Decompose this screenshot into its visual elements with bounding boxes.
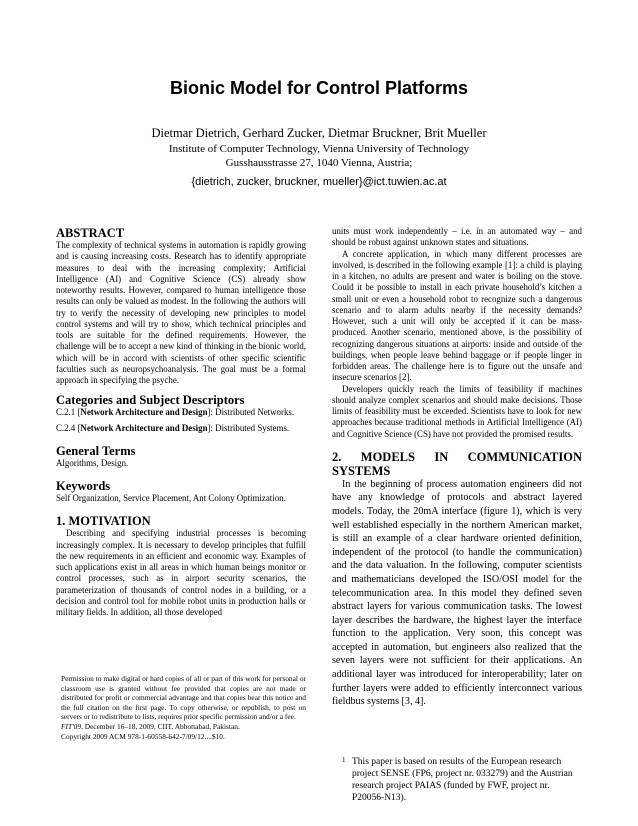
footnote-text: This paper is based on results of the European research project SENSE (FP6, project nr. 033279) and the Austrian research project PAIAS (funded by FWF, project nr. P20056-N13). <box>352 757 573 803</box>
left-column <box>56 226 306 618</box>
affiliation-address: Gusshausstrasse 27, 1040 Vienna, Austria; <box>225 156 413 169</box>
affiliation-institute: Institute of Computer Technology, Vienna University of Technology <box>168 143 470 155</box>
category-entry <box>56 423 306 434</box>
category-detail: ]: Distributed Networks. <box>207 407 295 418</box>
general-terms-text: Algorithms, Design. <box>56 457 129 468</box>
motivation-heading: 1. MOTIVATION <box>56 514 151 529</box>
paragraph: Developers quickly reach the limits of feasibility if machines should analyze complex scenarios and should make decisions. Those limits of feasibility must be exceeded. Scientists have to look for new approaches because traditional methods in Artificial Intelligence (AI) and Cognitive Science (CS) have not provided the promised results. <box>332 383 582 439</box>
paragraph: units must work independently – i.e. in an automated way – and should be robust against unknown states and situations. <box>332 226 582 248</box>
categories-heading: Categories and Subject Descriptors <box>56 393 245 408</box>
author-emails: {dietrich, zucker, bruckner, mueller}@ict.tuwien.ac.at <box>191 176 447 188</box>
keywords-text: Self Organization, Service Placement, Ant Colony Optimization. <box>56 493 286 503</box>
venue-line <box>61 722 306 732</box>
footnote-mark: 1 <box>342 756 346 764</box>
author-list: Dietmar Dietrich, Gerhard Zucker, Dietmar Bruckner, Brit Mueller <box>151 126 487 140</box>
category-code: C.2.1 [ <box>56 407 81 418</box>
abstract-text: The complexity of technical systems in automation is rapidly growing and is causing increasing costs. Research has to identify appropriate measures to deal with the increasing complexity; Artificial Intelligence (AI) and Cognitive Science (CS) already show noteworthy results. However, compared to human intelligence those results can only be valued as modest. In the following the authors will try to verify the necessity of developing new principles to model control systems and will try to show, which technical principles and tools are suitable for the defined requirements. However, the challenge will be to accept a new kind of thinking in the bionic world, which will be in accord with scientists of other specific scientific faculties such as neuropsychoanalysis. The goal must be a formal approach in specifying the psyche. <box>56 240 306 385</box>
footnote <box>342 756 582 804</box>
section2-text: In the beginning of process automation engineers did not have any knowledge of protocols and abstract layered models. Today, the 20mA interface (figure 1), which is very well established especially in the northern American market, is still an example of a clear hardware oriented definition, independent of the protocol (to handle the communication) and the data valuation. In the following, computer scientists and mathematicians developed the ISO/OSI model for the telecommunication area. In this model they defined seven abstract layers for various communication tasks. The lowest layer describes the hardware, the highest layer the interface function to the application. Very soon, this concept was accepted in automation, but engineers also realized that the seven layers were not sufficient for their applications. An additional layer was introduced for interoperability; later on further layers were added to efficiently interconnect various fieldbus systems [3, 4]. <box>332 478 582 708</box>
category-detail: ]: Distributed Systems. <box>207 422 290 433</box>
venue-details: , December 16–18, 2009, CIIT, Abbottabad, Pakistan. <box>81 721 240 731</box>
permission-text: Permission to make digital or hard copies of all or part of this work for personal or classroom use is granted without fee provided that copies are not made or distributed for profit or commercial advantage and that copies bear this notice and the full citation on the first page. To copy otherwise, or republish, to post on servers or to redistribute to lists, requires prior specific permission and/or a fee. <box>61 674 306 722</box>
category-entry <box>56 407 306 418</box>
section2-heading: 2. MODELS IN COMMUNICATION SYSTEMS <box>332 449 582 478</box>
category-code: C.2.4 [ <box>56 422 81 433</box>
category-name: Network Architecture and Design <box>80 422 208 433</box>
paper-title: Bionic Model for Control Platforms <box>169 78 468 98</box>
affiliation <box>0 143 638 170</box>
motivation-text: Describing and specifying industrial processes is becoming increasingly complex. It is necessary to develop principles that fulfill the new requirements in an efficient and economic way. Examples of such applications exist in all areas in which human beings monitor or control processes, such as in airport security scenarios, the parameterization of thousands of control nodes in a building, or a decision and control tool for mobile robot units in production halls or military fields. In addition, all those developed <box>56 528 306 617</box>
copyright-line: Copyright 2009 ACM 978-1-60558-642-7/09/12....$10. <box>61 731 225 741</box>
abstract-heading: ABSTRACT <box>56 226 125 240</box>
category-name: Network Architecture and Design <box>80 407 208 418</box>
permission-notice <box>61 674 306 741</box>
general-terms-heading: General Terms <box>56 443 136 458</box>
right-column <box>332 226 582 709</box>
keywords-heading: Keywords <box>56 479 111 493</box>
venue-name: FIT'09 <box>61 721 82 731</box>
paragraph: A concrete application, in which many different processes are involved, is described in the following example [1]: a child is playing in a kitchen, no adults are present and water is boiling on the stove. Could it be possible to install in each private household’s kitchen a small unit or even a household robot to recognize such a dangerous scenario and to alarm adults nearby if the necessity demands? However, such a unit will only be accepted if it can be mass-produced. Another scenario, mentioned above, is the possibility of recognizing dangerous situations at airports: inside and outside of the buildings, when people leave behind baggage or if people linger in forbidden areas. The challenge here is to figure out the unsafe and insecure scenarios [2]. <box>332 248 582 383</box>
